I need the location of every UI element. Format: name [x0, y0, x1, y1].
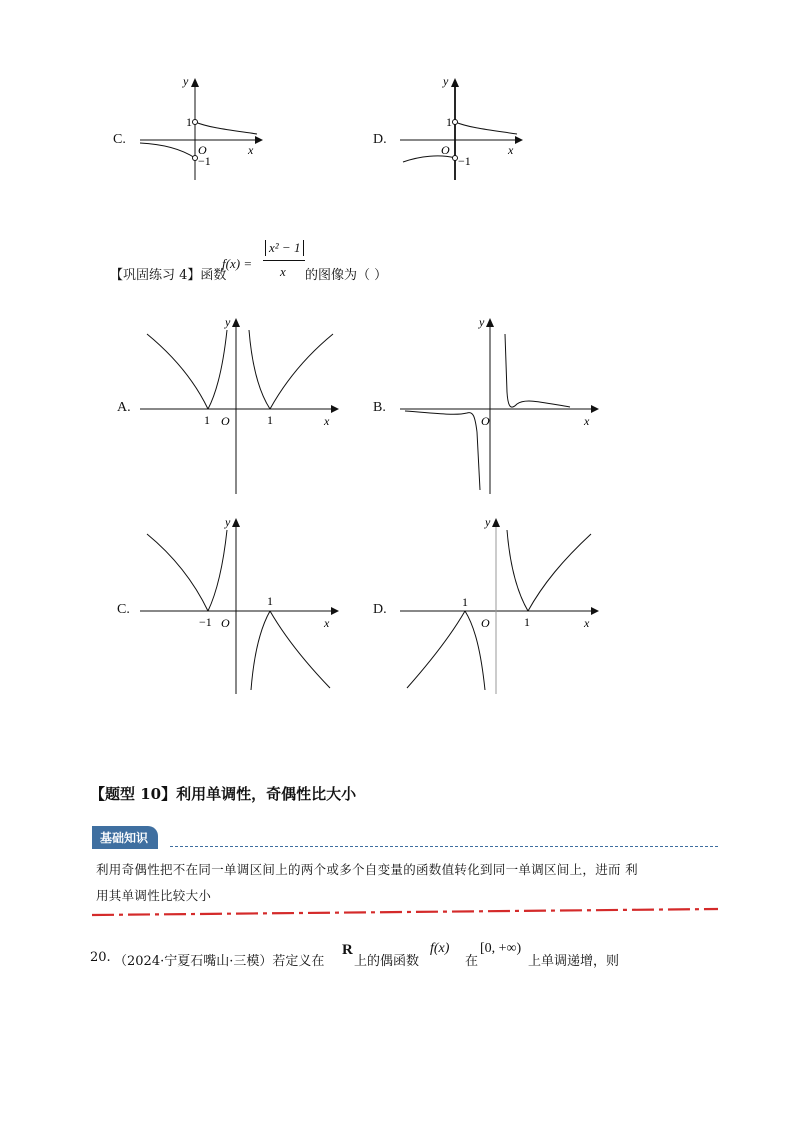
origin-label: O	[221, 616, 230, 630]
graph-c	[135, 512, 345, 697]
question-in: 在	[465, 954, 479, 969]
graph-b	[395, 312, 605, 497]
axis-y-label: y	[225, 515, 231, 529]
section-title: 【题型 10】利用单调性，奇偶性比大小	[90, 785, 357, 803]
option-c-label: C.	[117, 602, 130, 617]
interval: [0, +∞)	[480, 941, 522, 956]
origin-label: O	[481, 616, 490, 630]
question-end: 上单调递增，则	[528, 954, 620, 969]
top-graph-c	[135, 70, 275, 185]
fraction-denominator: x	[280, 264, 286, 279]
axis-y-label: y	[225, 315, 231, 329]
axis-x-label: x	[324, 414, 330, 428]
top-option-c-label: C.	[113, 132, 126, 147]
knowledge-line-2: 用其单调性比较大小	[96, 888, 212, 903]
fraction-numerator: x² − 1	[265, 240, 304, 256]
option-a-label: A.	[117, 400, 131, 415]
knowledge-text	[96, 857, 721, 909]
axis-y-label: y	[443, 74, 449, 88]
tick-label-left: 1	[204, 413, 210, 427]
knowledge-line-1: 利用奇偶性把不在同一单调区间上的两个或多个自变量的函数值转化到同一单调区间上，进而 利	[96, 862, 638, 877]
axis-x-label: x	[508, 143, 514, 157]
option-b-label: B.	[373, 400, 386, 415]
origin-label: O	[198, 143, 207, 157]
graph-a	[135, 312, 345, 497]
func-fx: f(x)	[430, 941, 450, 956]
func-name: f	[222, 256, 226, 271]
exercise4-formula: f(x) = x² − 1 x	[222, 236, 308, 286]
axis-x-label: x	[584, 616, 590, 630]
origin-label: O	[221, 414, 230, 428]
tick-label-right: 1	[524, 615, 530, 629]
axis-x-label: x	[248, 143, 254, 157]
tick-label-right: 1	[267, 413, 273, 427]
exercise4-suffix: 的图像为（ ）	[305, 268, 388, 283]
tick-label-left: −1	[199, 615, 212, 629]
top-graph-d	[395, 70, 535, 185]
axis-x-label: x	[324, 616, 330, 630]
tag-dashed-divider	[170, 846, 718, 847]
tick-label-one: 1	[186, 115, 192, 129]
tick-label-neg-one: −1	[198, 154, 211, 168]
red-dashdot-divider	[90, 906, 720, 918]
axis-y-label: y	[183, 74, 189, 88]
tick-label-right: 1	[267, 594, 273, 608]
graph-d	[395, 512, 605, 697]
axis-y-label: y	[479, 315, 485, 329]
basic-knowledge-tag: 基础知识	[92, 826, 158, 849]
top-option-d-label: D.	[373, 132, 387, 147]
question-number: 20.	[90, 950, 111, 965]
origin-label: O	[441, 143, 450, 157]
fraction-bar	[263, 260, 305, 261]
question-mid: 上的偶函数	[354, 954, 420, 969]
tick-label-one: 1	[446, 115, 452, 129]
exercise4-prefix: 【巩固练习 4】函数	[110, 268, 227, 283]
question-20	[90, 942, 730, 972]
question-source: （2024·宁夏石嘴山·三模）若定义在	[114, 954, 325, 969]
func-var: x	[229, 256, 236, 271]
axis-x-label: x	[584, 414, 590, 428]
tick-label-neg-one: −1	[458, 154, 471, 168]
origin-label: O	[481, 414, 490, 428]
option-d-label: D.	[373, 602, 387, 617]
set-r: R	[342, 942, 353, 958]
axis-y-label: y	[485, 515, 491, 529]
tick-label-left: 1	[462, 595, 468, 609]
